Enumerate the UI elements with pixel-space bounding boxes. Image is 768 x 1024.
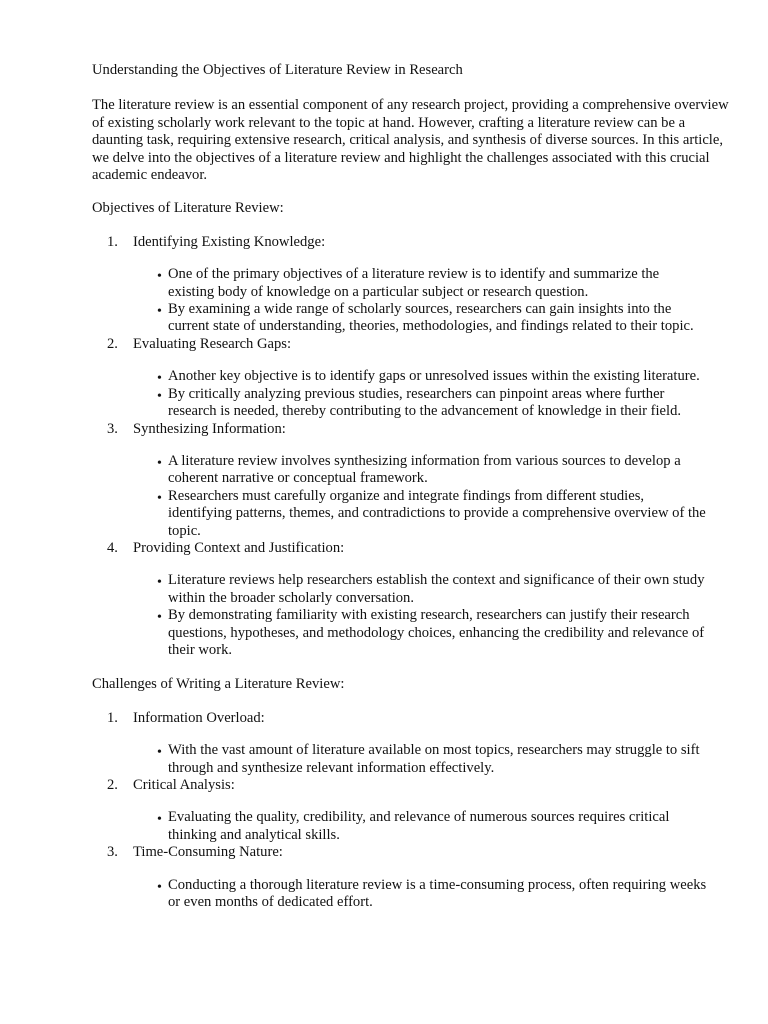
- bullet-list: [92, 266, 708, 336]
- list-item-header: [92, 421, 728, 438]
- list-item-title: Providing Context and Justification:: [133, 539, 345, 556]
- bullet-item: [157, 809, 708, 844]
- bullet-text: Literature reviews help researchers establish the context and significance of their own study within the broader scholarly conversation.: [168, 572, 705, 606]
- list-item-title: Evaluating Research Gaps:: [133, 335, 292, 352]
- bullet-text: Conducting a thorough literature review is a time-consuming process, often requiring weeks or even months of dedicated effort.: [168, 876, 707, 911]
- list-item-header: [92, 844, 728, 861]
- list-item-number: 3.: [107, 420, 118, 437]
- bullet-text: Researchers must carefully organize and integrate findings from different studies, identifying patterns, themes, and contradictions to provide a comprehensive overview of the topic.: [168, 487, 706, 539]
- bullet-item: [157, 452, 708, 488]
- list-item-number: 1.: [107, 709, 118, 726]
- bullet-dot-icon: •: [157, 269, 162, 285]
- list-item-number: 2.: [107, 777, 118, 793]
- list-item: [92, 421, 728, 540]
- list-item-number: 2.: [107, 335, 118, 352]
- bullet-item: [157, 368, 708, 387]
- bullet-list: [92, 809, 708, 844]
- numbered-list: [92, 234, 728, 660]
- list-item-header: [92, 234, 728, 251]
- list-item-number: 4.: [107, 539, 118, 556]
- list-item-title: Identifying Existing Knowledge:: [133, 233, 326, 250]
- list-item: [92, 540, 728, 659]
- bullet-dot-icon: •: [157, 879, 162, 895]
- list-item-header: [92, 777, 728, 794]
- bullet-list: [92, 453, 708, 540]
- list-item-header: [92, 336, 728, 353]
- section-heading: Objectives of Literature Review:: [92, 200, 284, 217]
- list-item-title: Time-Consuming Nature:: [133, 844, 283, 861]
- bullet-item: [157, 572, 708, 607]
- bullet-dot-icon: •: [157, 490, 162, 506]
- list-item-title: Synthesizing Information:: [133, 420, 286, 437]
- bullet-dot-icon: •: [157, 812, 162, 828]
- list-item-header: [92, 540, 728, 557]
- list-item: [92, 336, 728, 421]
- bullet-text: By demonstrating familiarity with existing research, researchers can justify their research questions, hypotheses, and methodology choices, enhancing the credibility and relevance of their work.: [168, 607, 705, 658]
- bullet-dot-icon: •: [157, 455, 162, 471]
- bullet-dot-icon: •: [157, 745, 162, 761]
- bullet-text: Another key objective is to identify gaps or unresolved issues within the existing literature.: [168, 368, 700, 385]
- list-item: [92, 777, 728, 844]
- section-spacer: [92, 659, 728, 676]
- intro-paragraph: The literature review is an essential component of any research project, providing a comprehensive overview of existing scholarly work relevant to the topic at hand. However, crafting a literature review can be a daunting task, requiring extensive research, critical analysis, and synthesis of diverse sources. In this article, we delve into the objectives of a literature review and highlight the challenges associated with this crucial academic endeavor.: [92, 97, 729, 184]
- bullet-item: [157, 742, 708, 777]
- list-item-title: Critical Analysis:: [133, 777, 235, 793]
- bullet-item: [157, 876, 708, 912]
- list-item: [92, 234, 728, 336]
- sections-container: [92, 200, 728, 911]
- list-item: [92, 844, 728, 911]
- list-item-number: 1.: [107, 233, 118, 250]
- bullet-text: With the vast amount of literature available on most topics, researchers may struggle to sift through and synthesize relevant information effectively.: [168, 742, 700, 776]
- bullet-item: [157, 266, 708, 301]
- bullet-dot-icon: •: [157, 575, 162, 591]
- bullet-item: [157, 301, 708, 336]
- bullet-item: [157, 607, 708, 659]
- list-item-title: Information Overload:: [133, 709, 265, 726]
- numbered-list: [92, 710, 728, 912]
- bullet-dot-icon: •: [157, 304, 162, 320]
- bullet-list: [92, 572, 708, 659]
- bullet-list: [92, 877, 708, 912]
- bullet-text: A literature review involves synthesizing information from various sources to develop a coherent narrative or conceptual framework.: [168, 452, 681, 487]
- bullet-item: [157, 385, 708, 421]
- bullet-list: [92, 742, 708, 777]
- bullet-text: By examining a wide range of scholarly sources, researchers can gain insights into the current state of understanding, theories, methodologies, and findings related to their topic.: [168, 301, 694, 335]
- bullet-text: Evaluating the quality, credibility, and relevance of numerous sources requires critical thinking and analytical skills.: [168, 809, 670, 843]
- section-heading: Challenges of Writing a Literature Review:: [92, 676, 345, 693]
- bullet-dot-icon: •: [157, 388, 162, 404]
- bullet-dot-icon: •: [157, 610, 162, 626]
- bullet-dot-icon: •: [157, 371, 162, 387]
- bullet-text: By critically analyzing previous studies, researchers can pinpoint areas where further research is needed, thereby contributing to the advancement of knowledge in their field.: [168, 385, 682, 420]
- bullet-item: [157, 487, 708, 540]
- bullet-list: [92, 368, 708, 420]
- list-item-header: [92, 710, 728, 727]
- list-item: [92, 710, 728, 777]
- bullet-text: One of the primary objectives of a literature review is to identify and summarize the existing body of knowledge on a particular subject or research question.: [168, 266, 660, 300]
- document-title: Understanding the Objectives of Literature Review in Research: [92, 62, 463, 78]
- list-item-number: 3.: [107, 844, 118, 861]
